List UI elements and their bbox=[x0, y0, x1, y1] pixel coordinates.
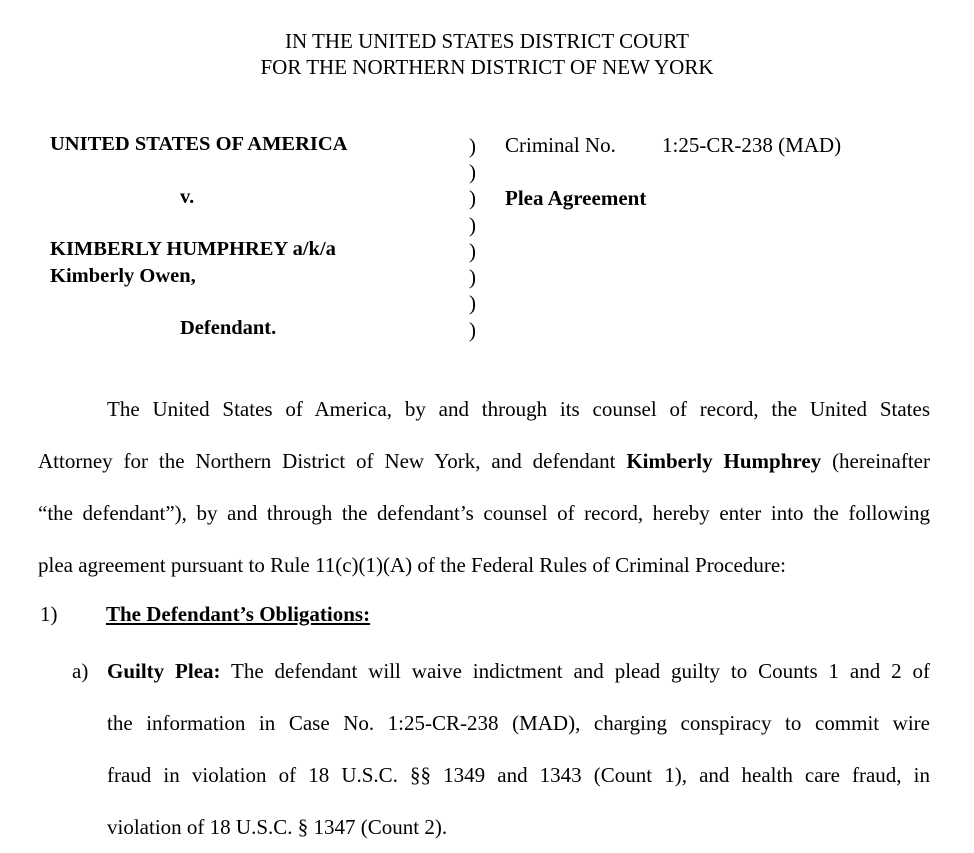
criminal-no-label: Criminal No. bbox=[505, 133, 616, 157]
document-title: Plea Agreement bbox=[505, 186, 647, 210]
item-a-line-4: violation of 18 U.S.C. § 1347 (Count 2). bbox=[107, 815, 448, 839]
caption-paren: ) bbox=[469, 239, 476, 263]
plaintiff-name: UNITED STATES OF AMERICA bbox=[50, 133, 348, 155]
item-a-label: Guilty Plea: bbox=[107, 659, 221, 683]
caption-paren: ) bbox=[469, 318, 476, 342]
intro-line-3: “the defendant”), by and through the defendant’s counsel of record, hereby enter into the following bbox=[38, 501, 930, 525]
court-heading bbox=[0, 28, 974, 80]
section-1-title: The Defendant’s Obligations: bbox=[106, 602, 371, 626]
defendant-alias: Kimberly Owen, bbox=[50, 265, 196, 287]
caption-paren: ) bbox=[469, 213, 476, 237]
section-1-number: 1) bbox=[40, 602, 58, 626]
item-a-text bbox=[107, 645, 930, 853]
item-a-line-1-rest: The defendant will waive indictment and plead guilty to Counts 1 and 2 of bbox=[220, 659, 930, 683]
caption-paren: ) bbox=[469, 134, 476, 158]
caption-paren: ) bbox=[469, 160, 476, 184]
item-a-marker: a) bbox=[72, 659, 89, 683]
item-a-line-3: fraud in violation of 18 U.S.C. §§ 1349 and 1343 (Count 1), and health care fraud, in bbox=[107, 763, 930, 787]
intro-line-1: The United States of America, by and through its counsel of record, the United States bbox=[107, 397, 930, 421]
defendant-name-bold: Kimberly Humphrey bbox=[626, 449, 822, 473]
versus-label: v. bbox=[180, 186, 195, 208]
item-a-line-1 bbox=[107, 645, 930, 697]
intro-line-2-a: Attorney for the Northern District of New York, and defendant bbox=[38, 449, 627, 473]
intro-line-4: plea agreement pursuant to Rule 11(c)(1)(A) of the Federal Rules of Criminal Procedure: bbox=[38, 553, 786, 577]
defendant-role-label: Defendant. bbox=[180, 317, 277, 339]
court-heading-line-1: IN THE UNITED STATES DISTRICT COURT bbox=[284, 29, 690, 53]
defendant-name: KIMBERLY HUMPHREY a/k/a bbox=[50, 238, 336, 260]
court-heading-line-2: FOR THE NORTHERN DISTRICT OF NEW YORK bbox=[260, 55, 714, 79]
criminal-no-value: 1:25-CR-238 (MAD) bbox=[662, 133, 842, 157]
intro-paragraph bbox=[38, 383, 930, 591]
intro-line-2 bbox=[38, 435, 930, 487]
caption-paren: ) bbox=[469, 265, 476, 289]
item-a-line-2: the information in Case No. 1:25-CR-238 (MAD), charging conspiracy to commit wire bbox=[107, 711, 930, 735]
caption-paren: ) bbox=[469, 291, 476, 315]
caption-paren: ) bbox=[469, 186, 476, 210]
intro-line-2-b: (hereinafter bbox=[821, 449, 930, 473]
